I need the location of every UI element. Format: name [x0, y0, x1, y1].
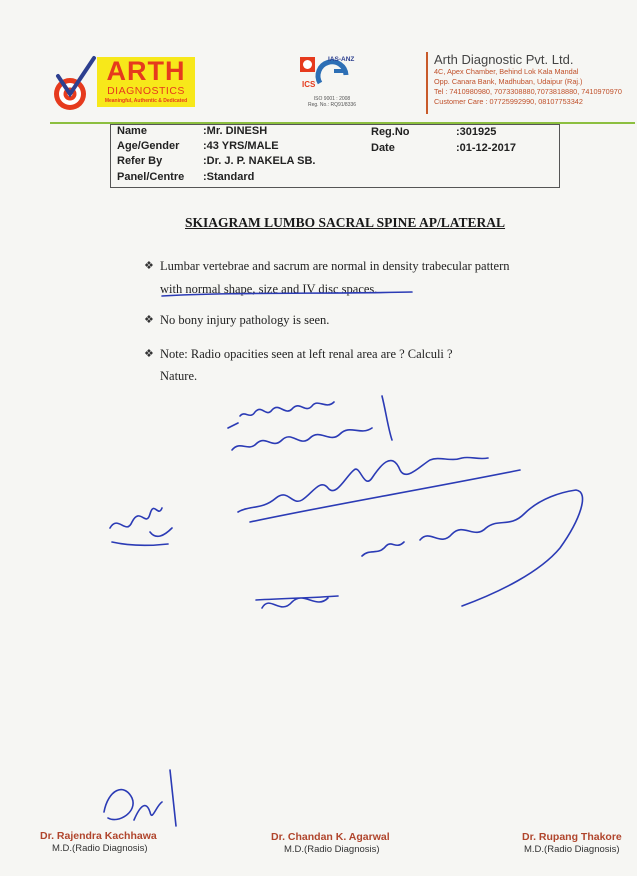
refer-by-value: :Dr. J. P. NAKELA SB. [203, 155, 316, 167]
company-address-line: 4C, Apex Chamber, Behind Lok Kala Mandal [434, 67, 579, 76]
ink-underline [162, 292, 412, 296]
name-value: :Mr. DINESH [203, 125, 268, 137]
bullet-icon: ❖ [144, 348, 154, 360]
ink-crossed-word [256, 596, 338, 608]
finding-3-line-1: Note: Radio opacities seen at left renal area are ? Calculi ? [160, 347, 453, 361]
refer-by-label: Refer By [117, 155, 163, 167]
ink-left-scribble [110, 508, 172, 545]
report-title: SKIAGRAM LUMBO SACRAL SPINE AP/LATERAL [185, 215, 506, 230]
doctor-1-qualification: M.D.(Radio Diagnosis) [52, 843, 148, 854]
ink-signature-right [362, 490, 583, 606]
ink-scribble-1 [228, 402, 334, 428]
reg-no-label: Reg.No [371, 126, 410, 138]
logo-name: ARTH [106, 56, 186, 86]
company-phone-line: Tel : 7410980980, 7073308880,7073818880, 7410970970 [434, 87, 622, 96]
company-name: Arth Diagnostic Pvt. Ltd. [434, 52, 574, 67]
doctor-1-name: Dr. Rajendra Kachhawa [40, 830, 157, 842]
company-customer-care: Customer Care : 07725992990, 08107753342 [434, 97, 583, 106]
date-label: Date [371, 142, 395, 154]
bullet-icon: ❖ [144, 260, 154, 272]
doctor-3-qualification: M.D.(Radio Diagnosis) [524, 844, 620, 855]
panel-centre-value: :Standard [203, 171, 255, 183]
bullet-icon: ❖ [144, 314, 154, 326]
reg-no-value: :301925 [456, 126, 497, 138]
ink-scribble-3 [238, 457, 488, 512]
logo-subtitle: DIAGNOSTICS [107, 85, 185, 97]
finding-1-line-1: Lumbar vertebrae and sacrum are normal in density trabecular pattern [160, 259, 510, 273]
age-gender-value: :43 YRS/MALE [203, 140, 279, 152]
company-address-line: Opp. Canara Bank, Madhuban, Udaipur (Raj.) [434, 77, 583, 86]
cert-reg: Reg. No.: RQ91/8336 [307, 102, 357, 108]
panel-centre-label: Panel/Centre [117, 171, 185, 183]
finding-1-line-2: with normal shape, size and IV disc spaces. [160, 282, 378, 296]
doctor-2-name: Dr. Chandan K. Agarwal [271, 831, 390, 843]
logo-tagline: Meaningful, Authentic & Dedicated [104, 98, 188, 104]
cert-badge-letters: ICS [302, 80, 316, 89]
ink-scribble-2 [232, 396, 392, 450]
cert-badge-top: IAS-ANZ [328, 56, 355, 63]
cert-iso: ISO 9001 : 2008 [313, 96, 351, 102]
finding-2-line-1: No bony injury pathology is seen. [160, 313, 330, 327]
finding-3-line-2: Nature. [160, 369, 198, 383]
doctor-2-qualification: M.D.(Radio Diagnosis) [284, 844, 380, 855]
doctor-3-name: Dr. Rupang Thakore [522, 831, 622, 843]
age-gender-label: Age/Gender [117, 140, 180, 152]
ink-long-stroke [250, 470, 520, 522]
date-value: :01-12-2017 [456, 142, 516, 154]
name-label: Name [117, 125, 147, 137]
ink-bottom-signature [104, 770, 176, 826]
